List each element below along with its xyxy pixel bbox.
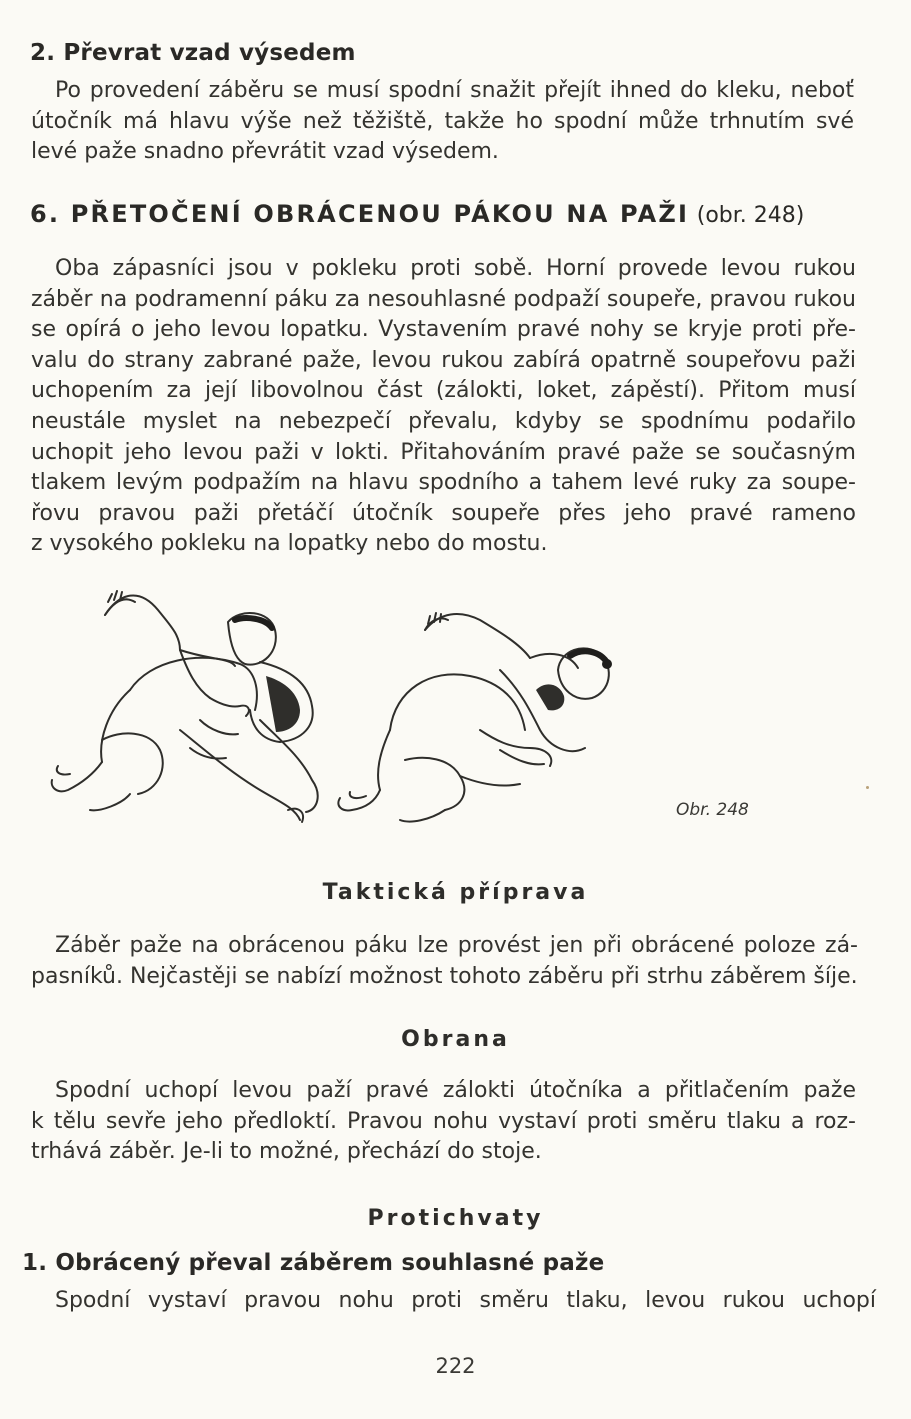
text-line: Po provedení záběru se musí spodní snažit přejít ihned do kleku, neboť [55, 78, 854, 103]
paragraph-pretoceni [31, 254, 856, 560]
text-line: uchopením za její libovolnou část (zálokti, loket, zápěstí). Přitom musí [31, 378, 856, 404]
text-line: uchopit jeho levou paži v lokti. Přitahováním pravé paže se současným [31, 439, 856, 465]
text-line: levé paže snadno převrátit vzad výsedem. [31, 139, 499, 165]
section-heading-pretoceni [30, 200, 804, 228]
section-heading-prevrat: 2. Převrat vzad výsedem [30, 40, 356, 66]
text-line: z vysokého pokleku na lopatky nebo do mostu. [31, 531, 548, 557]
text-line: valu do strany zabrané paže, levou rukou zabírá opatrně soupeřovu paži [31, 347, 856, 373]
heading-caps: 6. PŘETOČENÍ OBRÁCENOU PÁKOU NA PAŽI [30, 200, 690, 228]
text-line: Spodní vystaví pravou nohu proti směru tlaku, levou rukou uchopí [55, 1288, 876, 1313]
text-line: se opírá o jeho levou lopatku. Vystavením pravé nohy se kryje proti pře- [31, 317, 856, 343]
text-line: k tělu sevře jeho předloktí. Pravou nohu vystaví proti směru tlaku a roz- [31, 1108, 856, 1134]
paragraph-prevrat [31, 76, 854, 168]
text-line: záběr na podramenní páku za nesouhlasné podpaží soupeře, pravou rukou [31, 286, 856, 312]
paragraph-protichvaty [31, 1286, 876, 1317]
text-line: Oba zápasníci jsou v pokleku proti sobě. Horní provede levou rukou [55, 256, 856, 281]
wrestlers-left-icon [52, 591, 318, 822]
text-line: pasníků. Nejčastěji se nabízí možnost tohoto záběru při strhu záběrem šíje. [31, 963, 858, 989]
section-heading-takticka: Taktická příprava [322, 880, 589, 905]
sub-heading-obraceny-preval: 1. Obrácený převal záběrem souhlasné paže [22, 1250, 605, 1276]
figure-caption: Obr. 248 [676, 800, 749, 820]
paragraph-obrana [31, 1076, 856, 1168]
text-line: řovu pravou paži přetáčí útočník soupeře přes jeho pravé rameno [31, 500, 856, 526]
wrestlers-drawing [30, 580, 670, 840]
text-line: trhává záběr. Je-li to možné, přechází do stoje. [31, 1139, 542, 1165]
section-heading-protichvaty: Protichvaty [367, 1206, 544, 1231]
page-number: 222 [435, 1354, 476, 1378]
paragraph-takticka [31, 931, 858, 992]
figure-reference: (obr. 248) [696, 203, 805, 228]
wrestling-illustration [30, 580, 670, 840]
paper-speck [866, 786, 869, 789]
text-line: neustále myslet na nebezpečí převalu, kdyby se spodnímu podařilo [31, 408, 856, 434]
text-line: Spodní uchopí levou paží pravé zálokti útočníka a přitlačením paže [55, 1078, 856, 1103]
wrestlers-right-icon [338, 613, 612, 822]
section-heading-obrana: Obrana [401, 1027, 510, 1052]
text-line: tlakem levým podpažím na hlavu spodního a tahem levé ruky za soupe- [31, 470, 856, 496]
text-line: útočník má hlavu výše než těžiště, takže ho spodní může trhnutím své [31, 108, 854, 134]
text-line: Záběr paže na obrácenou páku lze provést jen při obrácené poloze zá- [55, 933, 858, 958]
